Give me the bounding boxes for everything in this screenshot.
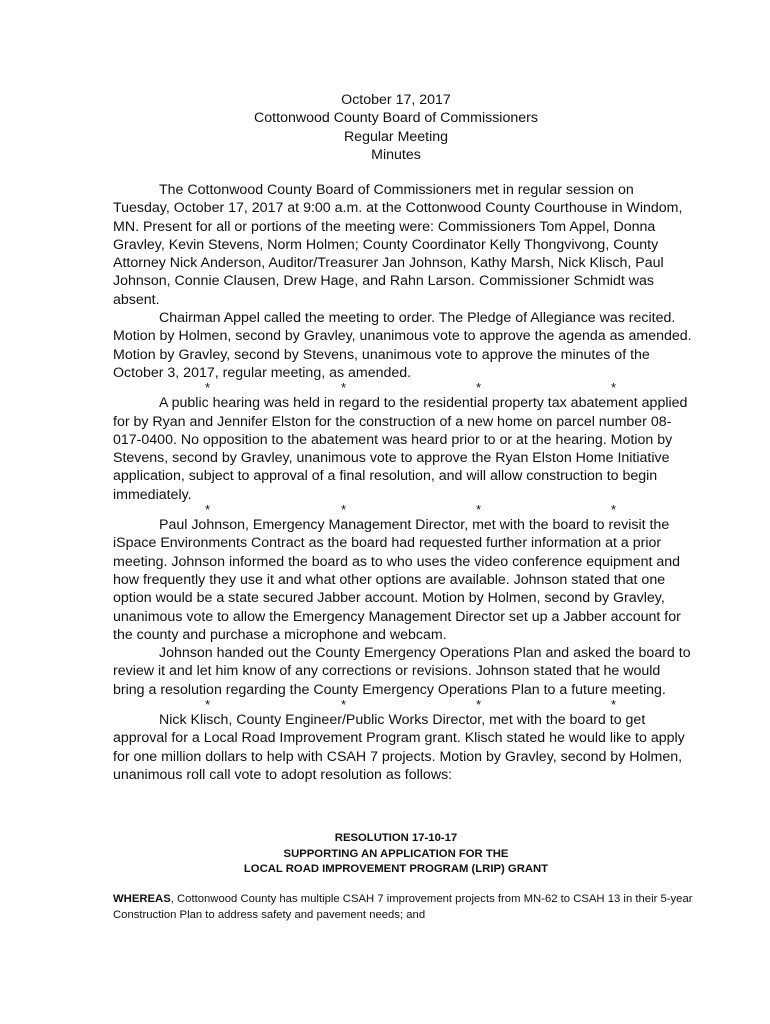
meeting-type: Regular Meeting xyxy=(343,128,449,145)
paragraph-call-to-order: Chairman Appel called the meeting to order. The Pledge of Allegiance was recited. Motion by Holmen, second by Gravley, unanimous vote to approve the agenda as amended. Motion by Gravley, second by Stevens, unanimous vote to approve the minutes of the October 3, 2017, regular meeting, as amended. xyxy=(113,310,692,381)
resolution-title-line-2: LOCAL ROAD IMPROVEMENT PROGRAM (LRIP) GRANT xyxy=(243,863,549,875)
separator-star: * xyxy=(611,502,617,518)
meeting-date: October 17, 2017 xyxy=(341,92,451,108)
whereas-clause xyxy=(113,891,693,923)
paragraph-lrip-grant: Nick Klisch, County Engineer/Public Works Director, met with the board to get approval for a Local Road Improvement Program grant. Klisch stated he would like to apply for one million dollars to help with CSAH 7 projects. Motion by Gravley, second by Holmen, unanimous roll call vote to adopt resolution as follows: xyxy=(113,712,685,783)
document-type: Minutes xyxy=(371,147,421,164)
paragraph-public-hearing: A public hearing was held in regard to the residential property tax abatement applied for by Ryan and Jennifer Elston for the construction of a new home on parcel number 08-017-0400. No opposition to the abatement was heard prior to or at the hearing. Motion by Stevens, second by Gravley, unanimous vote to approve the Ryan Elston Home Initiative application, subject to approval of a final resolution, and will allow construction to begin immediately. xyxy=(113,395,688,503)
resolution-title-line-1: SUPPORTING AN APPLICATION FOR THE xyxy=(283,847,509,860)
paragraph-emergency-management: Paul Johnson, Emergency Management Director, met with the board to revisit the iSpace Environments Contract as the board had requested further information at a prior meeting. Johnson informed the board as to who uses the video conference equipment and how frequently they use it and what other options are available. Johnson stated that one option would be a state secured Jabber account. Motion by Holmen, second by Gravley, unanimous vote to allow the Emergency Management Director set up a Jabber account for the county and purchase a microphone and webcam. xyxy=(113,517,681,643)
whereas-label: WHEREAS xyxy=(113,893,171,905)
separator-star: * xyxy=(611,697,617,713)
separator-star: * xyxy=(611,380,617,396)
whereas-text: , Cottonwood County has multiple CSAH 7 improvement projects from MN-62 to CSAH 13 in their 5-year Construction Plan to address safety and pavement needs; and xyxy=(113,893,693,922)
separator-star: * xyxy=(476,380,482,396)
board-name: Cottonwood County Board of Commissioners xyxy=(254,110,538,127)
separator-star: * xyxy=(205,697,211,713)
section-separator xyxy=(113,699,693,711)
resolution-heading xyxy=(0,831,770,878)
minutes-body xyxy=(113,181,693,784)
separator-star: * xyxy=(341,502,347,518)
paragraph-operations-plan: Johnson handed out the County Emergency Operations Plan and asked the board to review it and let him know of any corrections or revisions. Johnson stated that he would bring a resolution regarding the County Emergency Operations Plan to a future meeting. xyxy=(113,645,691,698)
separator-star: * xyxy=(341,380,347,396)
section-separator xyxy=(113,504,693,516)
minutes-header xyxy=(0,91,770,165)
separator-star: * xyxy=(205,502,211,518)
resolution-number: RESOLUTION 17-10-17 xyxy=(334,832,458,844)
separator-star: * xyxy=(476,502,482,518)
separator-star: * xyxy=(341,697,347,713)
section-separator xyxy=(113,382,693,394)
paragraph-opening: The Cottonwood County Board of Commissioners met in regular session on Tuesday, October 17, 2017 at 9:00 a.m. at the Cottonwood County Courthouse in Windom, MN. Present for all or portions of the meeting were: Commissioners Tom Appel, Donna Gravley, Kevin Stevens, Norm Holmen; County Coordinator Kelly Thongvivong, County Attorney Nick Anderson, Auditor/Treasurer Jan Johnson, Kathy Marsh, Nick Klisch, Paul Johnson, Connie Clausen, Drew Hage, and Rahn Larson. Commissioner Schmidt was absent. xyxy=(113,182,683,308)
separator-star: * xyxy=(476,697,482,713)
separator-star: * xyxy=(205,380,211,396)
